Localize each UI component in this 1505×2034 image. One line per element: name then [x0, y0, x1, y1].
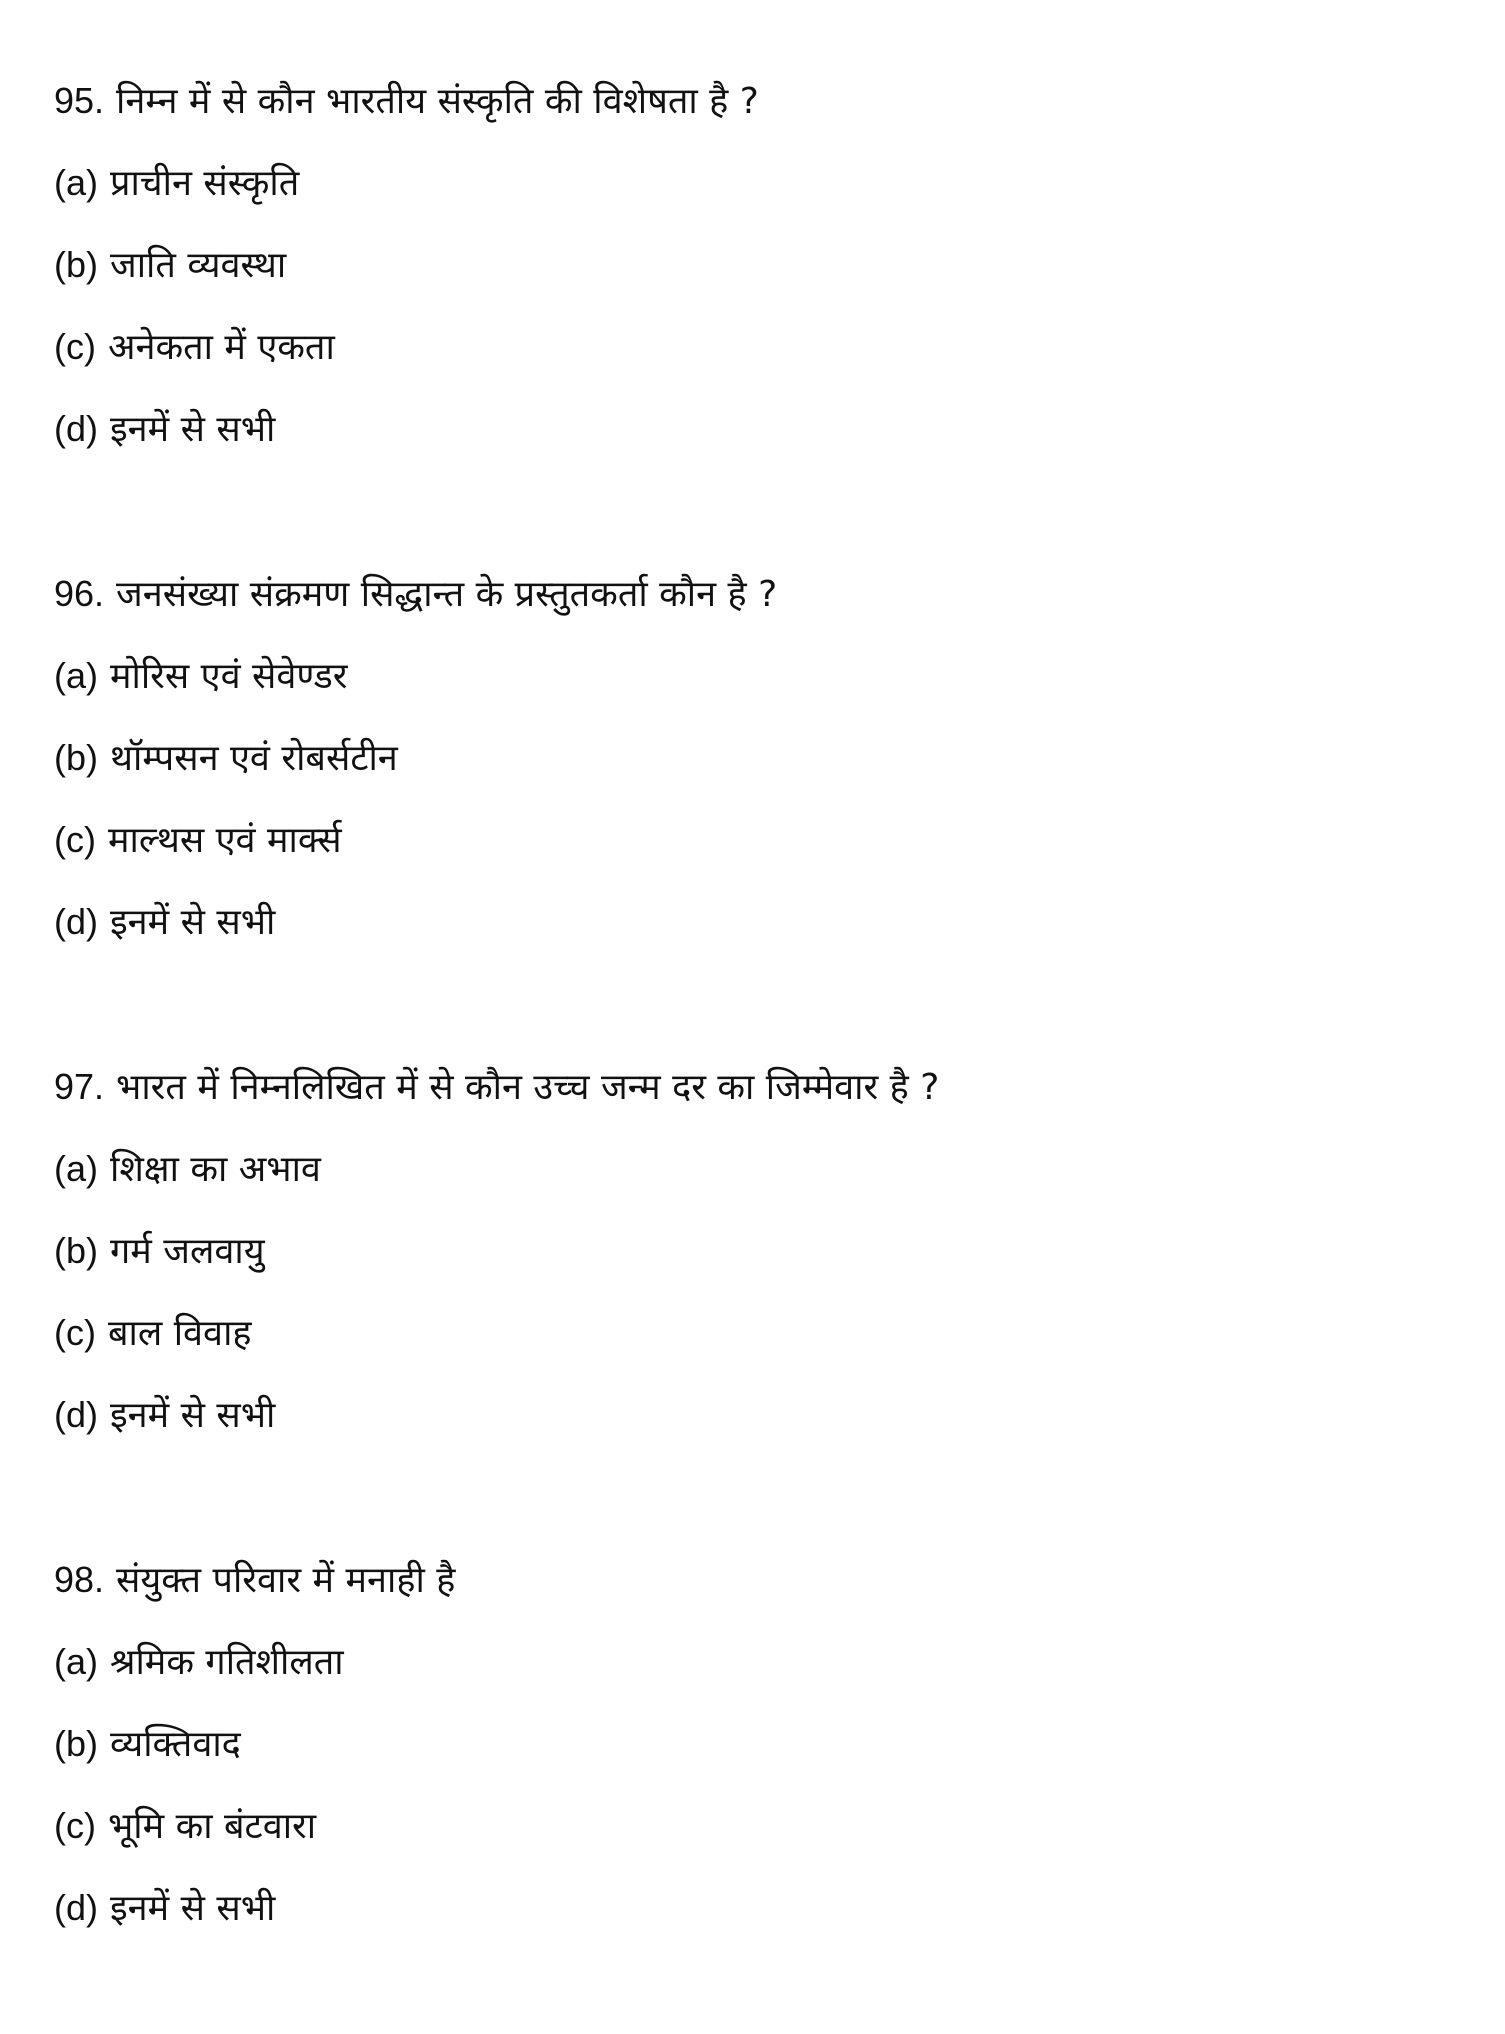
option-label: (d): [54, 408, 98, 449]
question-block: [54, 1046, 1474, 1456]
option-item: [54, 1210, 1474, 1292]
option-text: श्रमिक गतिशीलता: [110, 1642, 344, 1683]
option-item: [54, 1867, 1474, 1949]
option-item: [54, 1703, 1474, 1785]
option-label: (b): [54, 1230, 98, 1271]
option-text: गर्म जलवायु: [110, 1231, 265, 1272]
option-label: (a): [54, 655, 98, 696]
option-text: व्यक्तिवाद: [110, 1724, 241, 1765]
question-text: संयुक्त परिवार में मनाही है: [116, 1560, 456, 1601]
question-number: 98.: [54, 1559, 105, 1600]
question-text: भारत में निम्नलिखित में से कौन उच्च जन्म दर का जिम्मेवार है ?: [116, 1067, 940, 1108]
option-item: [54, 224, 1474, 306]
option-text: शिक्षा का अभाव: [110, 1149, 321, 1190]
option-label: (a): [54, 1641, 98, 1682]
option-text: इनमें से सभी: [110, 902, 276, 943]
option-label: (d): [54, 1394, 98, 1435]
option-item: [54, 1374, 1474, 1456]
option-text: इनमें से सभी: [110, 1888, 276, 1929]
option-text: माल्थस एवं मार्क्स: [107, 820, 342, 861]
option-label: (c): [54, 1805, 96, 1846]
question-block: [54, 553, 1474, 963]
option-text: जाति व्यवस्था: [110, 245, 287, 286]
question-number: 95.: [54, 80, 105, 121]
option-label: (d): [54, 901, 98, 942]
question-stem: [54, 1046, 1474, 1128]
option-text: इनमें से सभी: [110, 1395, 276, 1436]
option-text: मोरिस एवं सेवेण्डर: [110, 656, 348, 697]
question-stem: [54, 1539, 1474, 1621]
option-label: (a): [54, 1148, 98, 1189]
option-text: अनेकता में एकता: [107, 327, 335, 368]
option-item: [54, 1621, 1474, 1703]
option-label: (c): [54, 819, 96, 860]
option-item: [54, 1785, 1474, 1867]
option-item: [54, 717, 1474, 799]
option-label: (b): [54, 1723, 98, 1764]
question-number: 97.: [54, 1066, 105, 1107]
option-item: [54, 799, 1474, 881]
question-stem: [54, 553, 1474, 635]
question-block: [54, 60, 1474, 470]
option-text: बाल विवाह: [107, 1313, 252, 1354]
option-label: (c): [54, 326, 96, 367]
question-stem: [54, 60, 1474, 142]
option-item: [54, 635, 1474, 717]
option-label: (d): [54, 1887, 98, 1928]
question-text: जनसंख्या संक्रमण सिद्धान्त के प्रस्तुतकर्ता कौन है ?: [116, 574, 778, 615]
option-item: [54, 306, 1474, 388]
option-text: इनमें से सभी: [110, 409, 276, 450]
option-text: भूमि का बंटवारा: [107, 1806, 317, 1847]
option-item: [54, 1128, 1474, 1210]
option-text: थॉम्पसन एवं रोबर्सटीन: [110, 738, 398, 779]
option-label: (a): [54, 162, 98, 203]
question-block: [54, 1539, 1474, 1949]
option-item: [54, 1292, 1474, 1374]
option-label: (c): [54, 1312, 96, 1353]
option-text: प्राचीन संस्कृति: [110, 163, 300, 204]
option-label: (b): [54, 244, 98, 285]
option-item: [54, 142, 1474, 224]
question-number: 96.: [54, 573, 105, 614]
option-item: [54, 881, 1474, 963]
option-label: (b): [54, 737, 98, 778]
option-item: [54, 388, 1474, 470]
question-text: निम्न में से कौन भारतीय संस्कृति की विशेषता है ?: [116, 81, 759, 122]
